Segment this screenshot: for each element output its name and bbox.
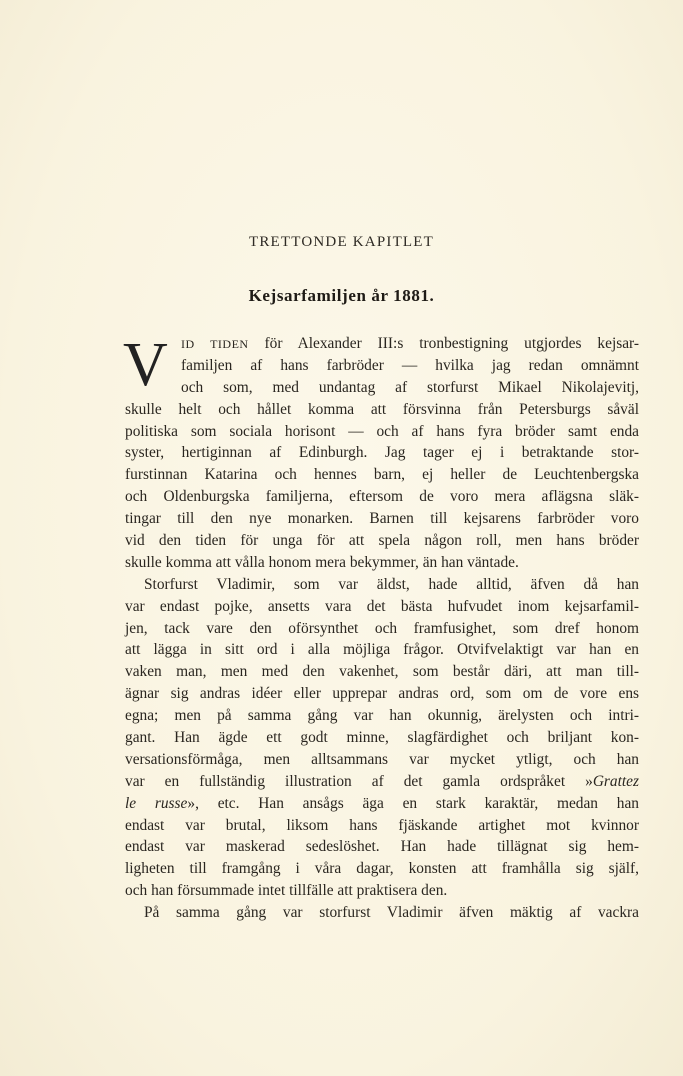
text-line: syster, hertiginnan af Edinburgh. Jag tager ej i betraktande stor-: [125, 444, 639, 462]
italic-quote: Grattez: [592, 772, 639, 790]
text-line: endast var brutal, liksom hans fjäskande artighet mot kvinnor: [125, 816, 639, 834]
text-line: På samma gång var storfurst Vladimir äfven mäktig af vackra: [144, 904, 639, 922]
text-line: versationsförmåga, men alltsammans var mycket ytligt, och han: [125, 750, 639, 768]
chapter-title: Kejsarfamiljen år 1881.: [248, 286, 435, 305]
text-line: ID TIDEN för Alexander III:s tronbestigning utgjordes kejsar-: [181, 335, 639, 352]
italic-quote: le russe: [125, 794, 188, 812]
text-line: familjen af hans farbröder — hvilka jag redan omnämnt: [181, 356, 639, 374]
text-line: var endast pojke, ansetts vara det bästa hufvudet inom kejsarfamil-: [125, 597, 639, 615]
text-line: ägnar sig andras idéer eller upprepar andras ord, som om de vore ens: [125, 685, 639, 703]
chapter-heading: TRETTONDE KAPITLET: [248, 234, 435, 250]
text-line: och som, med undantag af storfurst Mikael Nikolajevitj,: [181, 378, 639, 396]
text-line: skulle komma att vålla honom mera bekymmer, än han väntade.: [125, 553, 519, 571]
text-line: skulle helt och hållet komma att försvinna från Petersburgs såväl: [125, 400, 639, 418]
text-line: var en fullständig illustration af det gamla ordspråket »Grattez: [125, 772, 639, 790]
text-line: gant. Han ägde ett godt minne, slagfärdighet och briljant kon-: [125, 729, 639, 747]
text-line: tingar till den nye monarken. Barnen till kejsarens farbröder voro: [125, 510, 639, 528]
text-line: egna; men på samma gång var han okunnig, ärelysten och intri-: [125, 707, 639, 725]
text-line: Storfurst Vladimir, som var äldst, hade alltid, äfven då han: [144, 575, 639, 593]
text-line: politiska som sociala horisont — och af hans fyra bröder samt enda: [125, 422, 639, 440]
body-text: [125, 333, 639, 924]
lead-smallcaps: ID TIDEN: [181, 337, 249, 351]
text-line: vid den tiden för unga för att spela någon roll, men hans bröder: [125, 532, 639, 550]
text-line: att lägga in sitt ord i alla möjliga frågor. Otvifvelaktigt var han en: [125, 641, 639, 659]
text-line: och Oldenburgska familjerna, eftersom de voro mera aflägsna släk-: [125, 488, 639, 506]
text-line: jen, tack vare den oförsynthet och framfusighet, som dref honom: [125, 619, 639, 637]
text-line: vaken man, men med den vakenhet, som består däri, att man till-: [125, 663, 639, 681]
drop-cap: V: [123, 331, 168, 399]
text-line: ligheten till framgång i våra dagar, konsten att framhålla sig själf,: [125, 860, 639, 878]
text-line: le russe», etc. Han ansågs äga en stark karaktär, medan han: [125, 794, 639, 812]
text-line: furstinnan Katarina och hennes barn, ej heller de Leuchtenbergska: [125, 466, 639, 484]
text-line: endast var maskerad sedeslöshet. Han hade tillägnat sig hem-: [125, 838, 639, 856]
text-line: och han försummade intet tillfälle att praktisera den.: [125, 882, 448, 900]
